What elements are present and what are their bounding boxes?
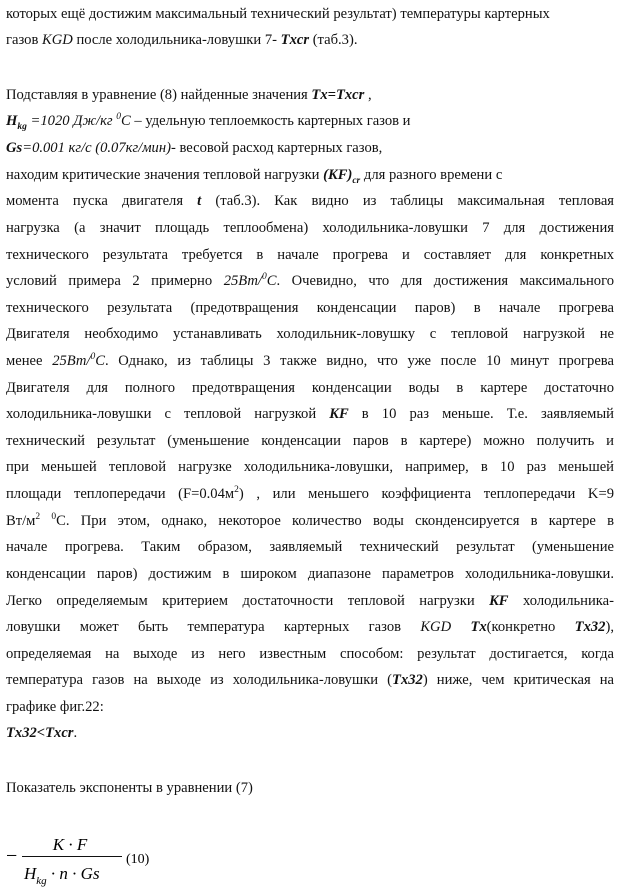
text-line: условий примера 2 примерно 25Вт/$^0$C. Очевидно, что для достижения максимального: [6, 272, 614, 289]
text-line: менее 25Вт/$^0$C. Однако, из таблицы 3 также видно, что уже после 10 минут прогрева: [6, 352, 614, 369]
formula-denominator: $H_{kg} \cdot n \cdot Gs$: [24, 864, 100, 887]
text-line: Подставляя в уравнение (8) найденные значения Tx=Txcr ,: [6, 87, 372, 103]
text-line: технический результат (уменьшение конденсации паров в картере) можно получить и: [6, 433, 614, 449]
text-line: Gs=0.001 кг/с (0.07кг/мин)- весовой расход картерных газов,: [6, 140, 383, 156]
text-line: ловушки может быть температура картерных газов KGD Tx(конкретно Tx32),: [6, 619, 614, 635]
text-line: $Вт/м^2$ $^0$C. При этом, однако, некоторое количество воды сконденсируется в картере в: [6, 512, 614, 529]
text-line: конденсации паров) достижим в широком диапазоне параметров холодильника-ловушки.: [6, 566, 614, 582]
text-line: начале прогрева. Таким образом, заявляемый технический результат (уменьшение: [6, 539, 614, 555]
text-line: температура газов на выходе из холодильника-ловушки (Tx32) ниже, чем критическая на: [6, 672, 614, 688]
formula-number: (10): [126, 852, 150, 867]
text-line: нагрузка (а значит площадь теплообмена) холодильника-ловушки 7 для достижения: [6, 220, 614, 236]
text-line: $H_{kg} =1020$ Дж/кг $^0$C – удельную теплоемкость картерных газов и: [6, 112, 411, 132]
text-line: площади теплопередачи $(F=0.04м^2)$ , или меньшего коэффициента теплопередачи K=9: [6, 485, 614, 502]
text-line: при меньшей тепловой нагрузке холодильника-ловушки, например, в 10 раз меньшей: [6, 459, 614, 475]
text-line: газов KGD после холодильника-ловушки 7- Txcr (таб.3).: [6, 32, 358, 48]
text-line: Tx32<Txcr.: [6, 725, 78, 741]
text-line: находим критические значения тепловой нагрузки $(KF)_{cr}$ для разного времени с: [6, 167, 503, 186]
text-line: Показатель экспоненты в уравнении (7): [6, 780, 253, 796]
text-line: графике фиг.22:: [6, 699, 104, 715]
formula-numerator: K · F: [52, 835, 88, 854]
text-line: определяемая на выходе из него известным способом: результат достигается, когда: [6, 646, 614, 662]
text-line: Легко определяемым критерием достаточности тепловой нагрузки KF холодильника-: [6, 593, 614, 609]
text-line: технического результата требуется в начале прогрева и составляет для конкретных: [6, 247, 614, 263]
text-line: технического результата (предотвращения конденсации паров) в начале прогрева: [6, 300, 614, 316]
text-line: момента пуска двигателя t (таб.3). Как видно из таблицы максимальная тепловая: [6, 193, 615, 209]
exponent-formula: [6, 828, 196, 888]
text-line: Двигателя необходимо устанавливать холодильник-ловушку с тепловой нагрузкой не: [6, 326, 614, 342]
formula-minus-sign: −: [6, 845, 18, 867]
text-line: Двигателя для полного предотвращения конденсации воды в картере достаточно: [6, 380, 614, 396]
text-line: которых ещё достижим максимальный технический результат) температуры картерных: [6, 6, 550, 22]
text-line: холодильника-ловушки с тепловой нагрузкой KF в 10 раз меньше. Т.е. заявляемый: [6, 406, 614, 422]
